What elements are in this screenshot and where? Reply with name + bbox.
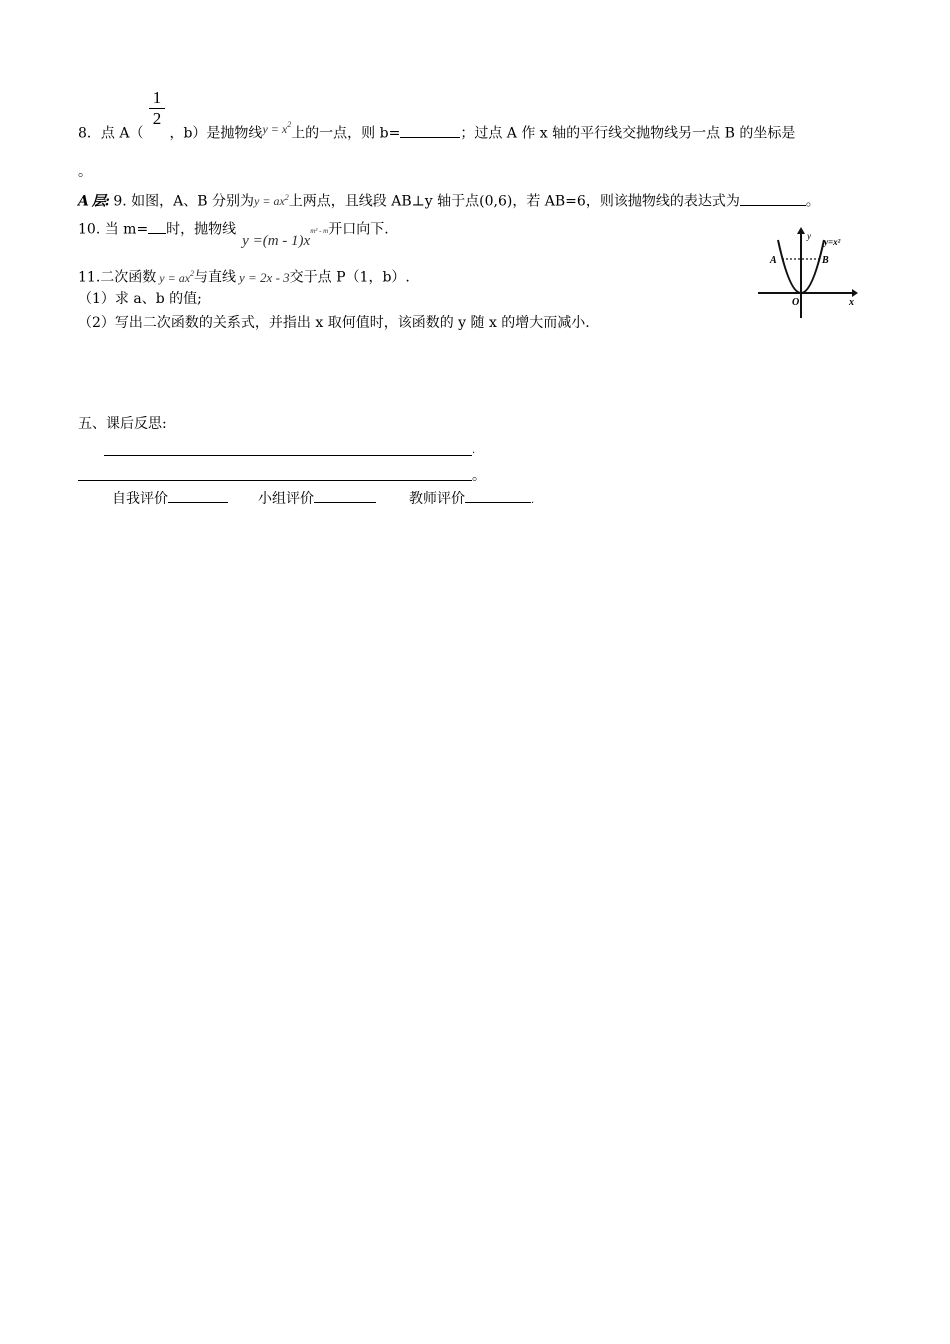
parabola-figure (752, 226, 862, 321)
q8-mid: ，b）是抛物线 (169, 125, 263, 142)
fraction-denominator: 2 (152, 109, 162, 128)
question-9 (78, 190, 820, 210)
question-11 (78, 266, 410, 286)
q11-equation-1-exponent: 2 (190, 269, 195, 278)
q8-equation: y = x (262, 121, 288, 136)
figure-label-curve: y=x² (824, 237, 841, 247)
q10-equation-exponent: m² - m (310, 227, 329, 235)
teacher-evaluation-blank[interactable] (465, 490, 531, 503)
figure-label-a: A (770, 255, 777, 266)
q9-equation-exponent: 2 (284, 193, 289, 202)
q9-answer-blank[interactable] (740, 193, 806, 206)
x-axis-arrow (852, 289, 858, 297)
q10-text-3: 开口向下. (328, 221, 389, 238)
q11-text-1: 11.二次函数 (78, 269, 157, 286)
reflection-line-1[interactable] (104, 455, 472, 456)
q11-text-3: 交于点 P（1，b）. (289, 269, 410, 286)
reflection-line-2[interactable] (78, 480, 472, 481)
q9-end: 。 (805, 193, 820, 210)
reflection-line-2-end: 。 (472, 468, 486, 484)
q8-suffix-2: ；过点 A 作 x 轴的平行线交抛物线另一点 B 的坐标是 (460, 125, 796, 142)
group-evaluation-label: 小组评价 (258, 491, 314, 507)
q11-part-1: （1）求 a、b 的值; (78, 291, 202, 307)
q11-text-2: 与直线 (194, 269, 237, 286)
figure-label-x: x (849, 297, 854, 308)
q8-prefix: 8．点 A（ (78, 125, 144, 142)
q8-equation-exponent: 2 (287, 120, 292, 129)
q11-equation-1: y = ax (159, 270, 191, 285)
evaluation-row (112, 490, 534, 509)
q10-equation: y =(m - 1)x (242, 232, 311, 249)
q11-equation-2: y = 2x - 3 (239, 269, 290, 285)
figure-label-b: B (822, 255, 829, 266)
question-8 (78, 122, 795, 142)
reflection-title: 五、课后反思: (78, 416, 167, 432)
q9-equation: y = ax (254, 193, 285, 208)
evaluation-end: . (531, 495, 535, 506)
figure-label-y: y (807, 231, 811, 241)
q10-text-1: 10. 当 m= (78, 221, 149, 238)
q8-end-mark: 。 (78, 164, 92, 180)
question-10 (78, 218, 389, 249)
q9-level-label: A 层: (78, 193, 109, 210)
self-evaluation-blank[interactable] (168, 490, 228, 503)
q10-text-2: 时，抛物线 (166, 221, 237, 238)
fraction-numerator: 1 (149, 88, 165, 109)
q9-text-1: 9. 如图，A、B 分别为 (108, 193, 255, 210)
self-evaluation-label: 自我评价 (112, 491, 168, 507)
group-evaluation-blank[interactable] (314, 490, 376, 503)
q9-text-2: 上两点，且线段 AB⊥y 轴于点(0,6)，若 AB=6，则该抛物线的表达式为 (288, 193, 740, 210)
teacher-evaluation-label: 教师评价 (409, 491, 465, 507)
q8-suffix-1: 上的一点，则 b= (291, 125, 401, 142)
q8-answer-blank-b[interactable] (400, 125, 460, 138)
figure-label-o: O (792, 297, 800, 308)
reflection-line-1-end: . (472, 445, 476, 456)
y-axis-arrow (797, 227, 805, 234)
q10-answer-blank-m[interactable] (148, 221, 166, 234)
q11-part-2: （2）写出二次函数的关系式，并指出 x 取何值时，该函数的 y 随 x 的增大而减小. (78, 315, 590, 331)
